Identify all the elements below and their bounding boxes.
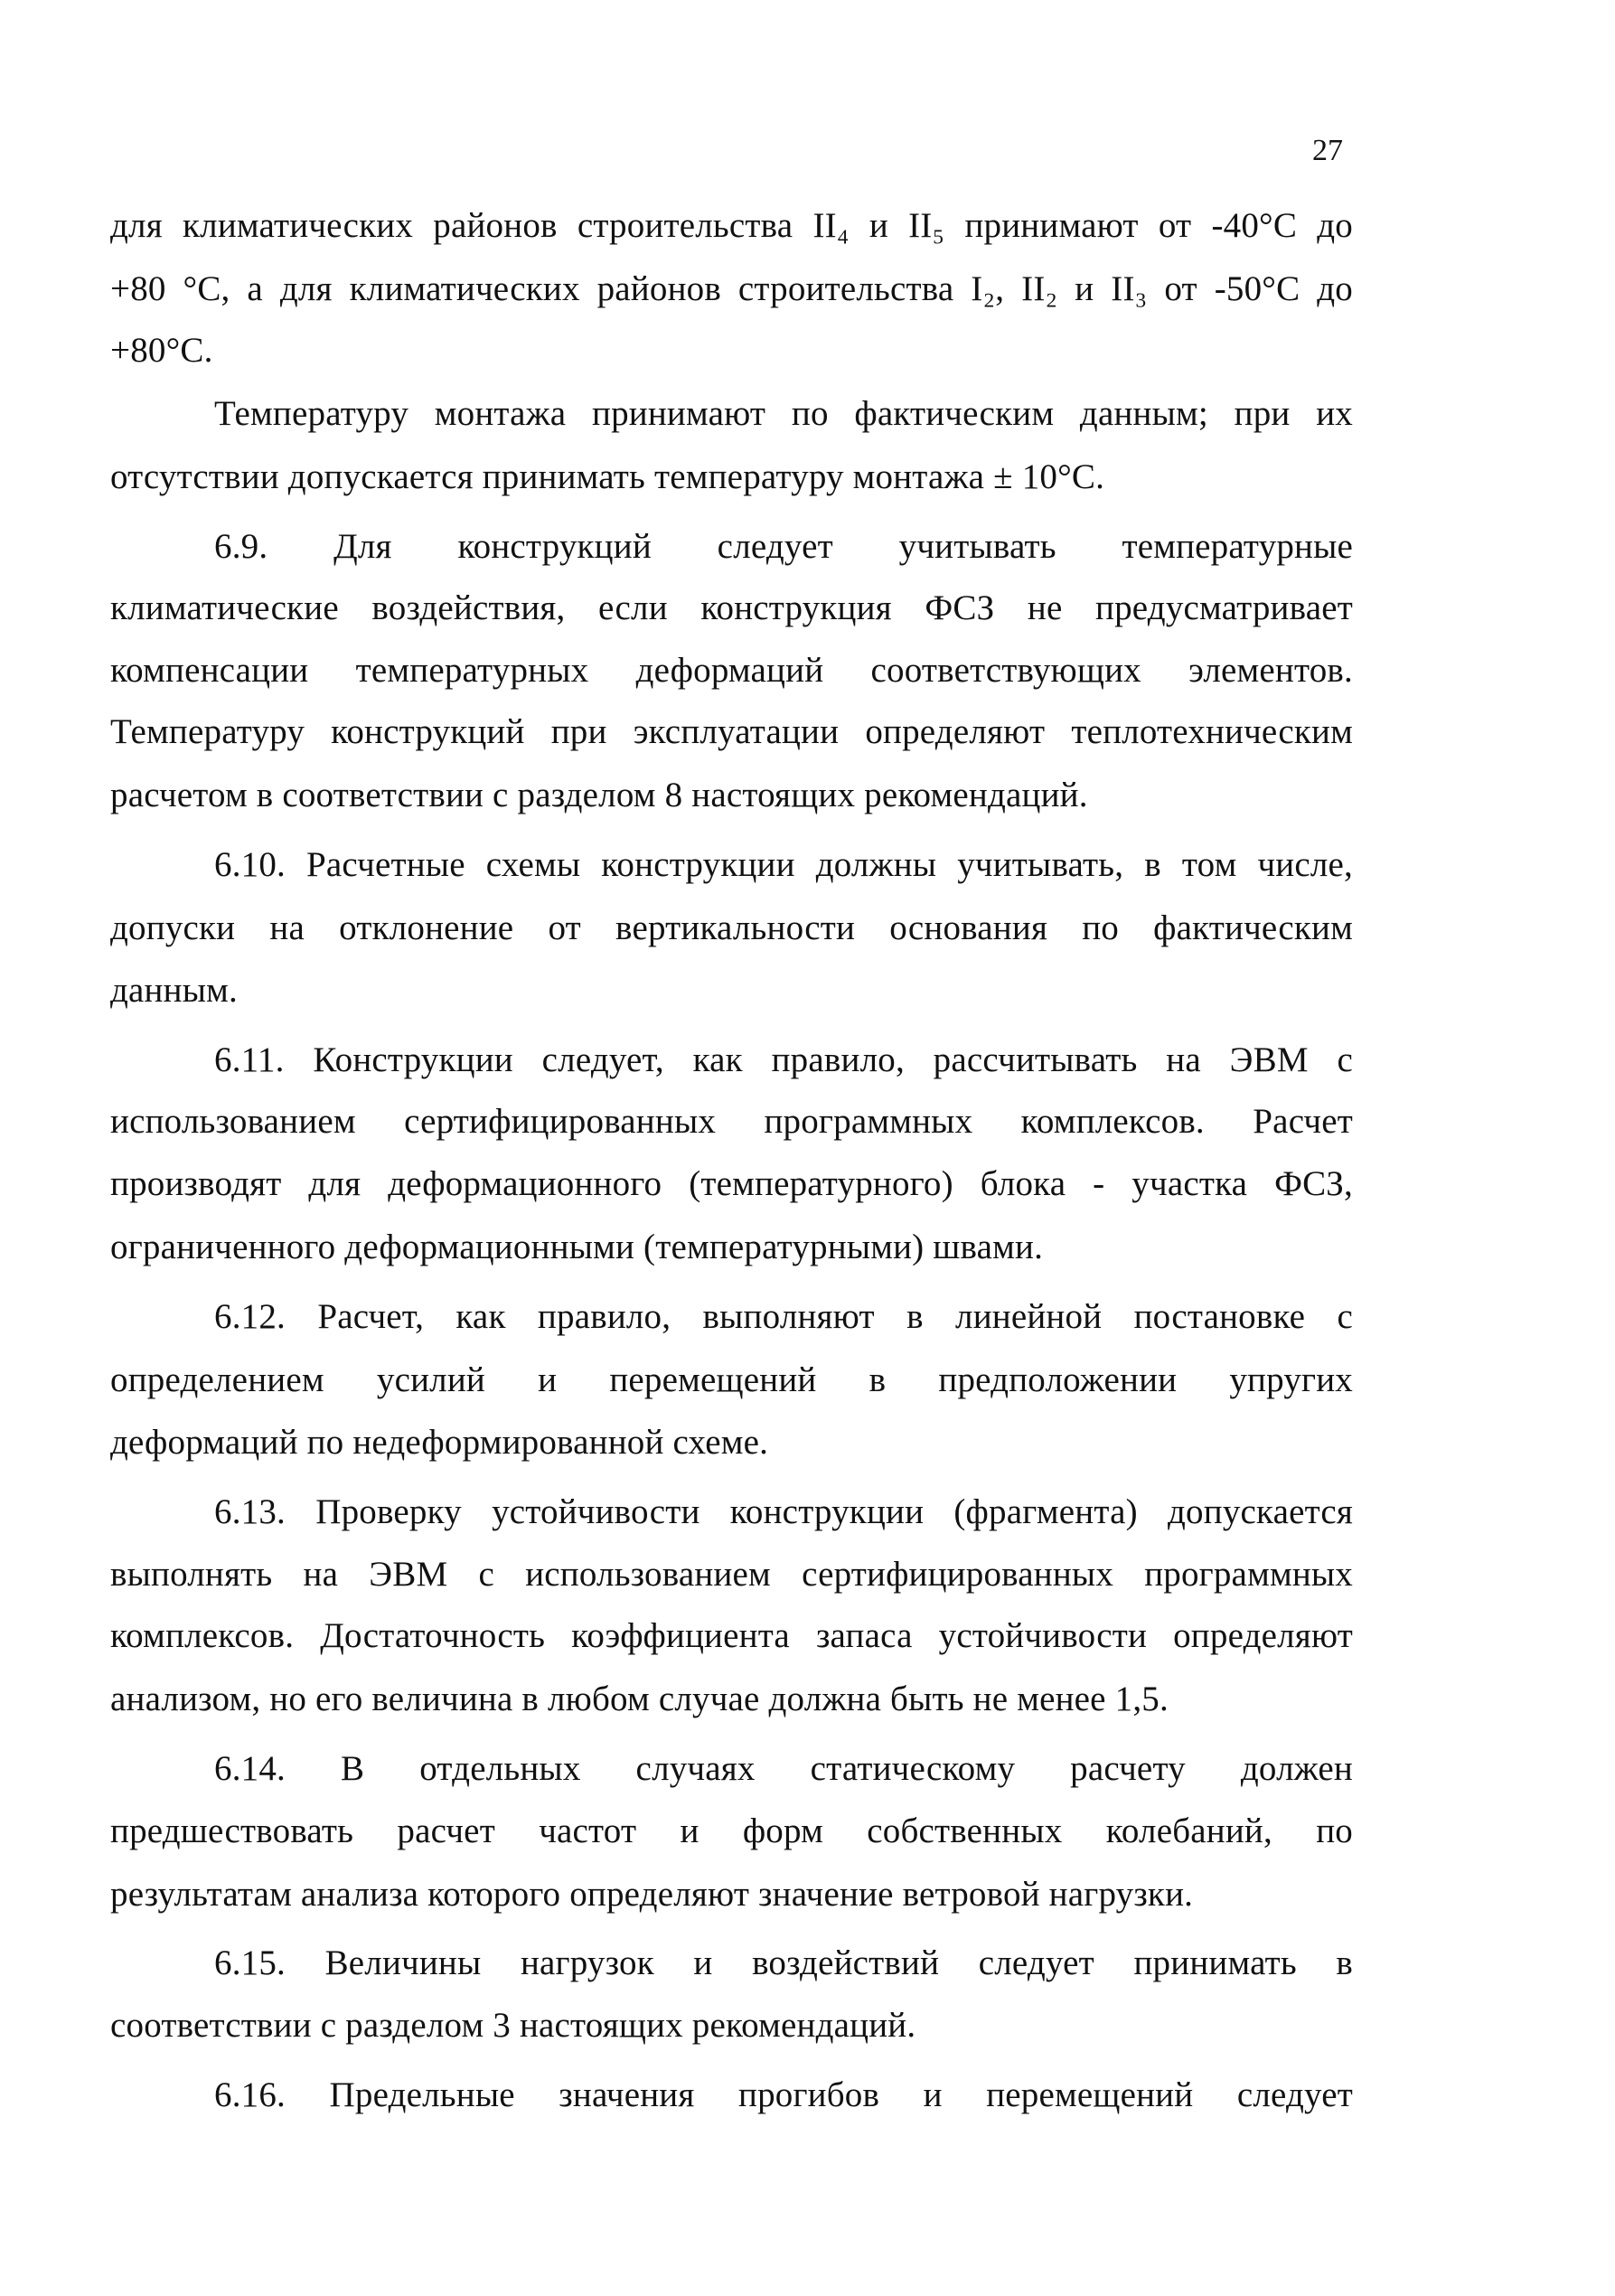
text-line: 6.10. Расчетные схемы конструкции должны учитывать, в том числе, <box>214 845 1353 884</box>
page-number: 27 <box>1312 134 1343 167</box>
text-line: деформаций по недеформированной схеме. <box>110 1423 769 1462</box>
text-line: Температуру монтажа принимают по фактическим данным; при их <box>214 394 1353 433</box>
text-line: определением усилий и перемещений в предположении упругих <box>110 1360 1353 1399</box>
text-line: предшествовать расчет частот и форм собственных колебаний, по <box>110 1811 1353 1850</box>
text-line: использованием сертифицированных программных комплексов. Расчет <box>110 1102 1353 1141</box>
text-line: компенсации температурных деформаций соответствующих элементов. <box>110 651 1353 690</box>
text-line: допуски на отклонение от вертикальности основания по фактическим <box>110 908 1353 947</box>
text-line: расчетом в соответствии с разделом 8 настоящих рекомендаций. <box>110 776 1088 814</box>
text-line: 6.12. Расчет, как правило, выполняют в линейной постановке с <box>214 1297 1353 1336</box>
text-line: ограниченного деформационными (температурными) швами. <box>110 1228 1044 1266</box>
text-line: анализом, но его величина в любом случае должна быть не менее 1,5. <box>110 1680 1169 1718</box>
text-line: климатические воздействия, если конструкция ФСЗ не предусматривает <box>110 588 1353 627</box>
text-line: 6.16. Предельные значения прогибов и перемещений следует <box>214 2075 1353 2114</box>
text-line: производят для деформационного (температурного) блока - участка ФСЗ, <box>110 1164 1353 1203</box>
text-line: данным. <box>110 971 238 1010</box>
text-line: 6.11. Конструкции следует, как правило, рассчитывать на ЭВМ с <box>214 1040 1353 1079</box>
text-line: 6.9. Для конструкций следует учитывать температурные <box>214 527 1353 566</box>
text-line: результатам анализа которого определяют значение ветровой нагрузки. <box>110 1875 1194 1914</box>
text-line: отсутствии допускается принимать температуру монтажа ± 10°С. <box>110 457 1105 496</box>
text-line: выполнять на ЭВМ с использованием сертифицированных программных <box>110 1555 1353 1594</box>
text-line: комплексов. Достаточность коэффициента запаса устойчивости определяют <box>110 1616 1353 1655</box>
text-line: для климатических районов строительства II₄ и II₅ принимают от -40°С до <box>110 206 1353 245</box>
text-line: 6.15. Величины нагрузок и воздействий следует принимать в <box>214 1943 1353 1982</box>
text-line: 6.13. Проверку устойчивости конструкции (фрагмента) допускается <box>214 1492 1353 1531</box>
text-line: +80 °С, а для климатических районов строительства I₂, II₂ и II₃ от -50°С до <box>110 269 1353 308</box>
text-line: 6.14. В отдельных случаях статическому расчету должен <box>214 1749 1353 1788</box>
text-line: соответствии с разделом 3 настоящих рекомендаций. <box>110 2006 916 2045</box>
text-line: Температуру конструкций при эксплуатации определяют теплотехническим <box>110 712 1353 751</box>
text-line: +80°С. <box>110 331 213 370</box>
